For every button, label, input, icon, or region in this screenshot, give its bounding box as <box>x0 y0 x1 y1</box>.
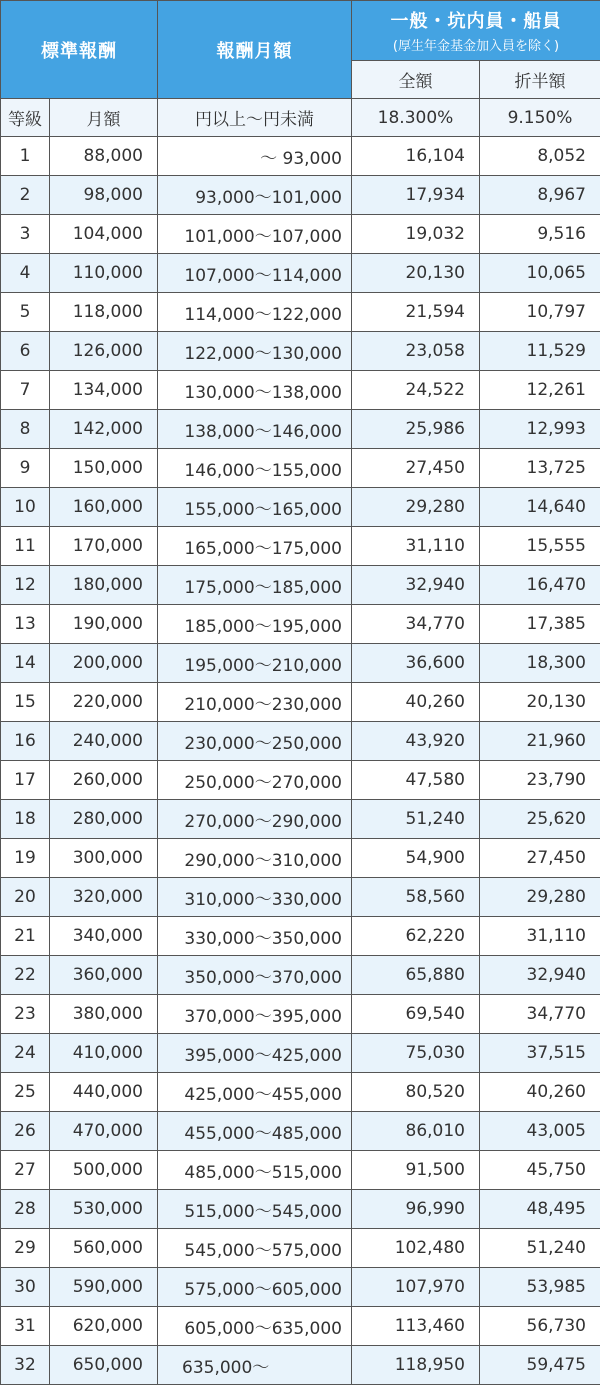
table-row <box>1 1073 600 1112</box>
full-amount-cell: 16,104 <box>352 137 480 176</box>
half-amount-cell: 37,515 <box>480 1034 600 1073</box>
half-amount-cell: 43,005 <box>480 1112 600 1151</box>
half-amount-cell: 25,620 <box>480 800 600 839</box>
grade-cell: 17 <box>1 761 50 800</box>
grade-cell: 20 <box>1 878 50 917</box>
full-amount-cell: 24,522 <box>352 371 480 410</box>
monthly-header: 月額 <box>50 99 158 137</box>
range-cell: 107,000～114,000 <box>158 254 352 293</box>
table-row <box>1 137 600 176</box>
category-header <box>352 1 600 61</box>
full-amount-cell: 20,130 <box>352 254 480 293</box>
table-row <box>1 449 600 488</box>
full-amount-cell: 32,940 <box>352 566 480 605</box>
half-amount-cell: 34,770 <box>480 995 600 1034</box>
half-amount-cell: 40,260 <box>480 1073 600 1112</box>
full-rate: 18.300% <box>352 99 480 137</box>
monthly-cell: 300,000 <box>50 839 158 878</box>
full-amount-cell: 54,900 <box>352 839 480 878</box>
half-amount-cell: 8,052 <box>480 137 600 176</box>
full-amount-cell: 17,934 <box>352 176 480 215</box>
grade-cell: 31 <box>1 1307 50 1346</box>
half-amount-cell: 31,110 <box>480 917 600 956</box>
table-row <box>1 644 600 683</box>
full-amount-cell: 102,480 <box>352 1229 480 1268</box>
table-row <box>1 1034 600 1073</box>
grade-cell: 23 <box>1 995 50 1034</box>
full-amount-header: 全額 <box>352 61 480 99</box>
monthly-range-header: 報酬月額 <box>158 1 352 99</box>
full-amount-cell: 62,220 <box>352 917 480 956</box>
grade-cell: 5 <box>1 293 50 332</box>
monthly-cell: 440,000 <box>50 1073 158 1112</box>
half-amount-cell: 45,750 <box>480 1151 600 1190</box>
range-cell: 545,000～575,000 <box>158 1229 352 1268</box>
full-amount-cell: 27,450 <box>352 449 480 488</box>
monthly-cell: 560,000 <box>50 1229 158 1268</box>
table-row <box>1 332 600 371</box>
full-amount-cell: 21,594 <box>352 293 480 332</box>
full-amount-cell: 75,030 <box>352 1034 480 1073</box>
monthly-cell: 530,000 <box>50 1190 158 1229</box>
half-amount-cell: 23,790 <box>480 761 600 800</box>
monthly-cell: 410,000 <box>50 1034 158 1073</box>
monthly-cell: 260,000 <box>50 761 158 800</box>
grade-cell: 14 <box>1 644 50 683</box>
grade-cell: 13 <box>1 605 50 644</box>
full-amount-cell: 19,032 <box>352 215 480 254</box>
table-row <box>1 878 600 917</box>
grade-cell: 3 <box>1 215 50 254</box>
range-cell: 350,000～370,000 <box>158 956 352 995</box>
range-cell: 185,000～195,000 <box>158 605 352 644</box>
range-unit-header: 円以上～円未満 <box>158 99 352 137</box>
monthly-cell: 280,000 <box>50 800 158 839</box>
full-amount-cell: 43,920 <box>352 722 480 761</box>
table-row <box>1 722 600 761</box>
full-amount-cell: 58,560 <box>352 878 480 917</box>
half-amount-cell: 10,797 <box>480 293 600 332</box>
table-row <box>1 1346 600 1385</box>
grade-cell: 15 <box>1 683 50 722</box>
category-note: (厚生年金基金加入員を除く) <box>392 39 560 54</box>
full-amount-cell: 69,540 <box>352 995 480 1034</box>
half-amount-cell: 18,300 <box>480 644 600 683</box>
half-amount-cell: 32,940 <box>480 956 600 995</box>
grade-cell: 21 <box>1 917 50 956</box>
range-cell: 290,000～310,000 <box>158 839 352 878</box>
grade-cell: 2 <box>1 176 50 215</box>
half-amount-cell: 56,730 <box>480 1307 600 1346</box>
grade-cell: 22 <box>1 956 50 995</box>
table-row <box>1 527 600 566</box>
grade-cell: 18 <box>1 800 50 839</box>
full-amount-cell: 36,600 <box>352 644 480 683</box>
grade-cell: 6 <box>1 332 50 371</box>
range-cell: 114,000～122,000 <box>158 293 352 332</box>
range-cell: 122,000～130,000 <box>158 332 352 371</box>
table-row <box>1 1229 600 1268</box>
grade-cell: 26 <box>1 1112 50 1151</box>
grade-cell: 30 <box>1 1268 50 1307</box>
monthly-cell: 104,000 <box>50 215 158 254</box>
monthly-cell: 98,000 <box>50 176 158 215</box>
half-amount-cell: 59,475 <box>480 1346 600 1385</box>
range-cell: 425,000～455,000 <box>158 1073 352 1112</box>
full-amount-cell: 65,880 <box>352 956 480 995</box>
monthly-cell: 134,000 <box>50 371 158 410</box>
range-cell: 395,000～425,000 <box>158 1034 352 1073</box>
standard-remuneration-header: 標準報酬 <box>1 1 158 99</box>
half-amount-cell: 48,495 <box>480 1190 600 1229</box>
range-cell: 605,000～635,000 <box>158 1307 352 1346</box>
full-amount-cell: 113,460 <box>352 1307 480 1346</box>
full-amount-cell: 91,500 <box>352 1151 480 1190</box>
monthly-cell: 380,000 <box>50 995 158 1034</box>
range-cell: 635,000～ <box>158 1346 352 1385</box>
monthly-cell: 340,000 <box>50 917 158 956</box>
grade-cell: 7 <box>1 371 50 410</box>
half-amount-cell: 11,529 <box>480 332 600 371</box>
table-row <box>1 1268 600 1307</box>
full-amount-cell: 107,970 <box>352 1268 480 1307</box>
range-cell: 250,000～270,000 <box>158 761 352 800</box>
full-amount-cell: 25,986 <box>352 410 480 449</box>
half-amount-cell: 21,960 <box>480 722 600 761</box>
range-cell: 485,000～515,000 <box>158 1151 352 1190</box>
range-cell: 130,000～138,000 <box>158 371 352 410</box>
half-amount-cell: 12,993 <box>480 410 600 449</box>
range-cell: 455,000～485,000 <box>158 1112 352 1151</box>
table-row <box>1 956 600 995</box>
half-amount-header: 折半額 <box>480 61 600 99</box>
monthly-cell: 500,000 <box>50 1151 158 1190</box>
monthly-cell: 126,000 <box>50 332 158 371</box>
range-cell: 155,000～165,000 <box>158 488 352 527</box>
range-cell: 370,000～395,000 <box>158 995 352 1034</box>
monthly-cell: 590,000 <box>50 1268 158 1307</box>
range-cell: 575,000～605,000 <box>158 1268 352 1307</box>
monthly-cell: 320,000 <box>50 878 158 917</box>
half-amount-cell: 29,280 <box>480 878 600 917</box>
full-amount-cell: 40,260 <box>352 683 480 722</box>
table-row <box>1 215 600 254</box>
grade-cell: 1 <box>1 137 50 176</box>
table-row <box>1 1190 600 1229</box>
half-amount-cell: 53,985 <box>480 1268 600 1307</box>
range-cell: 165,000～175,000 <box>158 527 352 566</box>
grade-cell: 10 <box>1 488 50 527</box>
table-row <box>1 683 600 722</box>
grade-cell: 32 <box>1 1346 50 1385</box>
table-row <box>1 293 600 332</box>
half-amount-cell: 13,725 <box>480 449 600 488</box>
grade-cell: 28 <box>1 1190 50 1229</box>
grade-cell: 12 <box>1 566 50 605</box>
table-row <box>1 566 600 605</box>
table-row <box>1 488 600 527</box>
grade-cell: 24 <box>1 1034 50 1073</box>
monthly-cell: 240,000 <box>50 722 158 761</box>
range-cell: 330,000～350,000 <box>158 917 352 956</box>
half-amount-cell: 27,450 <box>480 839 600 878</box>
table-row <box>1 1151 600 1190</box>
monthly-cell: 150,000 <box>50 449 158 488</box>
monthly-cell: 88,000 <box>50 137 158 176</box>
full-amount-cell: 80,520 <box>352 1073 480 1112</box>
full-amount-cell: 51,240 <box>352 800 480 839</box>
grade-cell: 11 <box>1 527 50 566</box>
full-amount-cell: 47,580 <box>352 761 480 800</box>
range-cell: 138,000～146,000 <box>158 410 352 449</box>
full-amount-cell: 86,010 <box>352 1112 480 1151</box>
range-cell: 230,000～250,000 <box>158 722 352 761</box>
half-amount-cell: 14,640 <box>480 488 600 527</box>
monthly-cell: 142,000 <box>50 410 158 449</box>
half-amount-cell: 16,470 <box>480 566 600 605</box>
half-amount-cell: 20,130 <box>480 683 600 722</box>
table-row <box>1 1307 600 1346</box>
monthly-cell: 170,000 <box>50 527 158 566</box>
table-row <box>1 410 600 449</box>
full-amount-cell: 29,280 <box>352 488 480 527</box>
full-amount-cell: 23,058 <box>352 332 480 371</box>
range-cell: 210,000～230,000 <box>158 683 352 722</box>
range-cell: 101,000～107,000 <box>158 215 352 254</box>
full-amount-cell: 118,950 <box>352 1346 480 1385</box>
range-cell: 93,000～101,000 <box>158 176 352 215</box>
range-cell: 270,000～290,000 <box>158 800 352 839</box>
table-row <box>1 995 600 1034</box>
range-cell: 175,000～185,000 <box>158 566 352 605</box>
monthly-cell: 160,000 <box>50 488 158 527</box>
half-amount-cell: 12,261 <box>480 371 600 410</box>
table-row <box>1 605 600 644</box>
monthly-cell: 620,000 <box>50 1307 158 1346</box>
monthly-cell: 650,000 <box>50 1346 158 1385</box>
grade-cell: 19 <box>1 839 50 878</box>
grade-cell: 9 <box>1 449 50 488</box>
table-row <box>1 917 600 956</box>
table-body <box>1 137 600 1385</box>
range-cell: 195,000～210,000 <box>158 644 352 683</box>
table-row <box>1 1112 600 1151</box>
range-cell: 146,000～155,000 <box>158 449 352 488</box>
grade-cell: 29 <box>1 1229 50 1268</box>
half-rate: 9.150% <box>480 99 600 137</box>
grade-cell: 27 <box>1 1151 50 1190</box>
monthly-cell: 190,000 <box>50 605 158 644</box>
range-cell: 310,000～330,000 <box>158 878 352 917</box>
monthly-cell: 360,000 <box>50 956 158 995</box>
full-amount-cell: 96,990 <box>352 1190 480 1229</box>
monthly-cell: 200,000 <box>50 644 158 683</box>
half-amount-cell: 10,065 <box>480 254 600 293</box>
monthly-cell: 180,000 <box>50 566 158 605</box>
monthly-cell: 220,000 <box>50 683 158 722</box>
half-amount-cell: 51,240 <box>480 1229 600 1268</box>
table-row <box>1 176 600 215</box>
category-title: 一般・坑内員・船員 <box>390 11 562 32</box>
half-amount-cell: 15,555 <box>480 527 600 566</box>
table-row <box>1 839 600 878</box>
half-amount-cell: 17,385 <box>480 605 600 644</box>
grade-cell: 25 <box>1 1073 50 1112</box>
table-row <box>1 371 600 410</box>
grade-header: 等級 <box>1 99 50 137</box>
table-row <box>1 254 600 293</box>
grade-cell: 8 <box>1 410 50 449</box>
half-amount-cell: 9,516 <box>480 215 600 254</box>
table-row <box>1 800 600 839</box>
full-amount-cell: 34,770 <box>352 605 480 644</box>
grade-cell: 4 <box>1 254 50 293</box>
table-row <box>1 761 600 800</box>
monthly-cell: 470,000 <box>50 1112 158 1151</box>
range-cell: 515,000～545,000 <box>158 1190 352 1229</box>
full-amount-cell: 31,110 <box>352 527 480 566</box>
range-cell: ～ 93,000 <box>158 137 352 176</box>
grade-cell: 16 <box>1 722 50 761</box>
monthly-cell: 118,000 <box>50 293 158 332</box>
monthly-cell: 110,000 <box>50 254 158 293</box>
half-amount-cell: 8,967 <box>480 176 600 215</box>
